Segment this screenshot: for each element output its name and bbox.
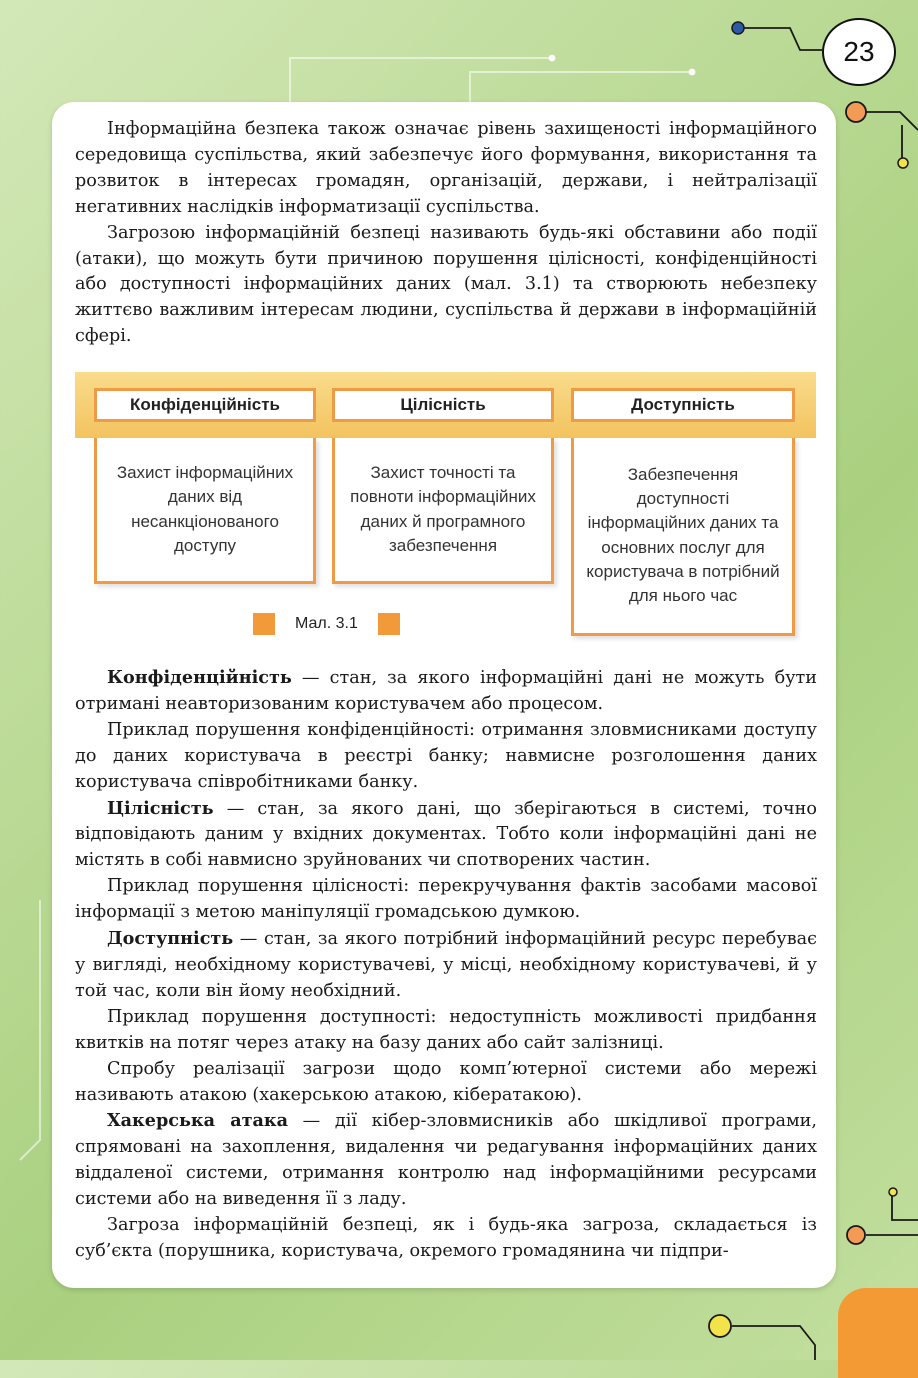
- paragraph: Доступність — стан, за якого потрібний інформаційний ресурс перебуває у вигляді, необхідному користувачеві, у місці, необхідному користувачеві, й у той час, коли він йому необхідний.: [75, 928, 817, 1001]
- corner-tab-decoration: [838, 1288, 918, 1378]
- paragraph: Хакерська атака — дії кібер-зловмисників або шкідливої програми, спрямовані на захоплення, видалення чи редагування інформаційних даних віддаленої системи, отримання контролю над інформаційними ресурсами системи або на виведення її з ладу.: [75, 1110, 817, 1210]
- term: Хакерська атака: [107, 1110, 288, 1132]
- page-number: 23: [822, 18, 896, 86]
- term: Конфіденційність: [107, 667, 292, 688]
- term: Цілісність: [107, 797, 214, 819]
- figure-caption: [253, 612, 400, 636]
- paragraph: Інформаційна безпека також означає рівень захищеності інформаційного середовища суспільства, який забезпечує його формування, використання та розвиток в інтересах громадян, організацій, держави, і нейтралізації негативних наслідків інформатизації суспільства.: [75, 119, 817, 217]
- caption-square-marker: [378, 613, 400, 635]
- paragraph: Загроза інформаційній безпеці, як і будь-яка загроза, складається із суб’єкта (порушника, користувача, окремого громадянина чи підпри-: [75, 1215, 817, 1261]
- security-principles-diagram: [75, 372, 816, 640]
- diagram-body-availability: [571, 438, 795, 636]
- term: Доступність: [107, 928, 234, 950]
- caption-square-marker: [253, 613, 275, 635]
- diagram-body-integrity: [332, 438, 554, 584]
- paragraph: Приклад порушення доступності: недоступність можливості придбання квитків на потяг через атаку на базу даних або сайт залізниці.: [75, 1006, 817, 1053]
- paragraph: Цілісність — стан, за якого дані, що зберігаються в системі, точно відповідають даним у вхідних документах. Тобто коли інформаційні дані не містять в собі навмисно зруйнованих чи спотворених частин.: [75, 797, 817, 871]
- paragraph: Приклад порушення конфіденційності: отримання зловмисниками доступу до даних користувача в реєстрі банку; навмисне розголошення даних користувача співробітниками банку.: [75, 719, 817, 792]
- paragraph: Приклад порушення цілісності: перекручування фактів засобами масової інформації з метою маніпуляції громадською думкою.: [75, 876, 817, 923]
- diagram-description: Захист точності та повноти інформаційних даних й програмного забезпечення: [350, 463, 536, 555]
- diagram-body-confidentiality: [94, 438, 316, 584]
- diagram-description: Забезпечення доступності інформаційних даних та основних послуг для користувача в потрібний для нього час: [586, 464, 780, 605]
- paragraph: Загрозою інформаційній безпеці називають будь-які обставини або події (атаки), що можуть бути причиною порушення цілісності, конфіденційності або доступності інформаційних даних (мал. 3.1) та створюють небезпеку життєво важливим інтересам людини, суспільства й держави в інформаційній сфері.: [75, 222, 817, 347]
- diagram-header-confidentiality: Конфіденційність: [94, 388, 316, 422]
- diagram-header-integrity: Цілісність: [332, 388, 554, 422]
- diagram-description: Захист інформаційних даних від несанкціонованого доступу: [116, 463, 294, 555]
- paragraph: Спробу реалізації загрози щодо комп’ютерної системи або мережі називають атакою (хакерською атакою, кібератакою).: [75, 1058, 817, 1105]
- definitions-text: [75, 665, 817, 1265]
- diagram-header-availability: Доступність: [571, 388, 795, 422]
- paragraph: Конфіденційність — стан, за якого інформаційні дані не можуть бути отримані неавторизованим користувачем або процесом.: [75, 667, 817, 714]
- caption-text: Мал. 3.1: [295, 615, 358, 632]
- intro-text: [75, 117, 817, 350]
